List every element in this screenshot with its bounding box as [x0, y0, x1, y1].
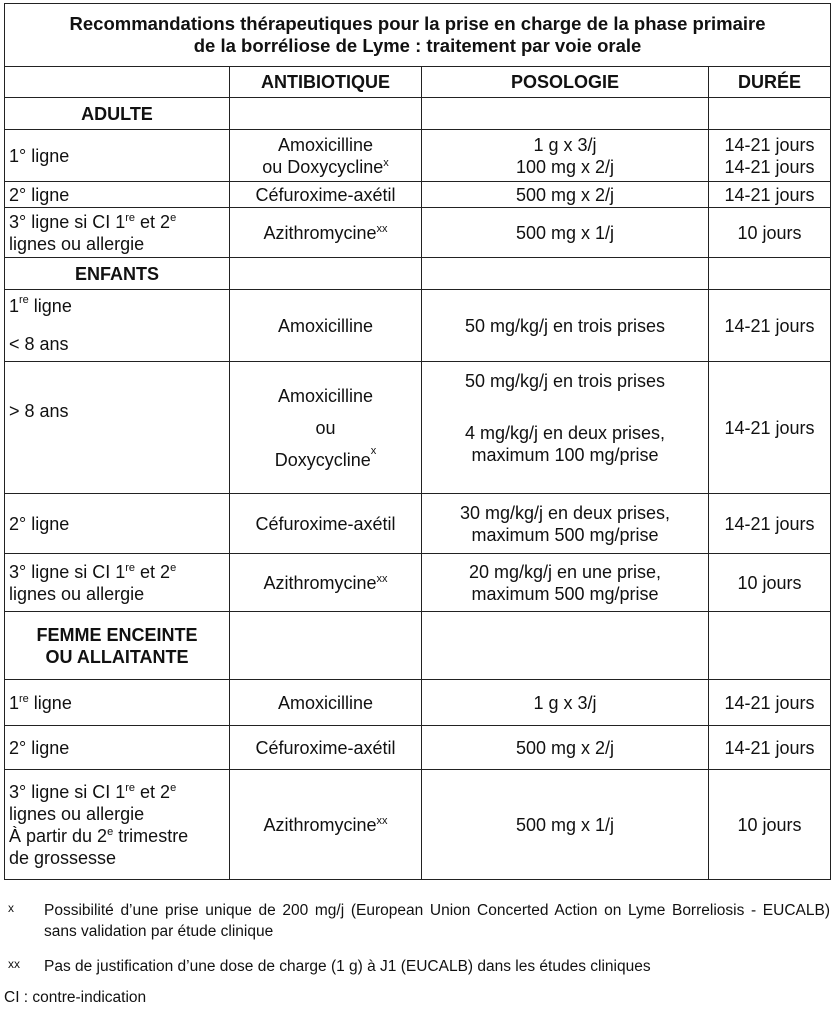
table-row — [5, 554, 831, 612]
dosage-cell — [422, 494, 709, 554]
table-row — [5, 182, 831, 208]
antibiotic-cell — [230, 208, 422, 258]
antibiotic-cell — [230, 554, 422, 612]
duration-cell: 10 jours — [709, 208, 831, 258]
antibiotic-name: Azithromycine — [263, 572, 377, 593]
dosage-cell: 50 mg/kg/j en trois prises — [422, 290, 709, 362]
row-label-part: 3° ligne si CI 1 — [9, 561, 126, 582]
title-row — [5, 4, 831, 67]
row-label-part: ligne — [28, 295, 72, 316]
footnote-mark: xx — [376, 814, 388, 827]
dosage-cell: 500 mg x 1/j — [422, 208, 709, 258]
antibiotic-cell: Céfuroxime-axétil — [230, 726, 422, 770]
antibiotic-cell: Amoxicilline — [230, 290, 422, 362]
superscript: re — [125, 781, 136, 794]
title-line-1: Recommandations thérapeutiques pour la prise en charge de la phase primaire — [69, 13, 766, 34]
dosage-text: 4 mg/kg/j en deux prises, — [464, 423, 666, 443]
title-line-2: de la borréliose de Lyme : traitement par voie orale — [193, 35, 642, 56]
antibiotic-name: Amoxicilline — [277, 134, 374, 155]
abbreviation-note: CI : contre-indication — [4, 989, 147, 1006]
section-row-pregnant — [5, 612, 831, 680]
row-label — [5, 290, 230, 362]
row-label-part: et 2 — [135, 781, 171, 802]
row-label-part: et 2 — [135, 211, 171, 232]
footnote-mark: x — [8, 901, 14, 915]
dosage-text: 1 g x 3/j — [533, 134, 597, 155]
duration-cell — [709, 130, 831, 182]
table-row — [5, 208, 831, 258]
table-row — [5, 290, 831, 362]
dosage-cell: 500 mg x 2/j — [422, 182, 709, 208]
footnote-mark: xx — [376, 572, 388, 585]
footnotes — [4, 900, 830, 1008]
section-line: FEMME ENCEINTE — [36, 624, 198, 645]
header-duree: DURÉE — [709, 67, 831, 98]
header-antibiotique: ANTIBIOTIQUE — [230, 67, 422, 98]
duration-cell: 14-21 jours — [709, 726, 831, 770]
section-line: OU ALLAITANTE — [45, 646, 189, 667]
duration-cell: 14-21 jours — [709, 362, 831, 494]
duration-cell: 14-21 jours — [709, 680, 831, 726]
dosage-cell: 500 mg x 1/j — [422, 770, 709, 880]
duration-cell: 10 jours — [709, 770, 831, 880]
duration-cell: 14-21 jours — [709, 494, 831, 554]
antibiotic-cell — [230, 362, 422, 494]
row-label-part: 3° ligne si CI 1 — [9, 211, 126, 232]
row-label: 2° ligne — [5, 494, 230, 554]
row-label-part: lignes ou allergie — [9, 583, 145, 604]
row-label-part: lignes ou allergie — [9, 803, 145, 824]
row-label — [5, 770, 230, 880]
dosage-cell — [422, 362, 709, 494]
section-children: ENFANTS — [5, 258, 230, 290]
dosage-text: 20 mg/kg/j en une prise, — [468, 561, 662, 582]
dosage-text: 100 mg x 2/j — [515, 156, 615, 177]
row-label-part: de grossesse — [9, 847, 117, 868]
superscript: e — [170, 211, 177, 224]
dosage-text: maximum 500 mg/prise — [471, 583, 659, 604]
antibiotic-cell: Amoxicilline — [230, 680, 422, 726]
footnote-mark: x — [383, 156, 389, 169]
table-row — [5, 130, 831, 182]
antibiotic-name: Azithromycine — [263, 222, 377, 243]
antibiotic-name: ou Doxycycline — [262, 156, 384, 177]
duration-cell: 14-21 jours — [709, 182, 831, 208]
section-row-adult — [5, 98, 831, 130]
superscript: re — [125, 211, 136, 224]
section-adult: ADULTE — [5, 98, 230, 130]
table-row — [5, 680, 831, 726]
dosage-text: 30 mg/kg/j en deux prises, — [459, 502, 671, 523]
duration-cell: 10 jours — [709, 554, 831, 612]
table-row — [5, 494, 831, 554]
dosage-text: maximum 500 mg/prise — [471, 524, 659, 545]
row-label-part: et 2 — [135, 561, 171, 582]
duration-text: 14-21 jours — [724, 134, 815, 155]
superscript: e — [107, 825, 114, 838]
row-label-part: 3° ligne si CI 1 — [9, 781, 126, 802]
row-label: 1° ligne — [5, 130, 230, 182]
antibiotic-cell — [230, 130, 422, 182]
row-label — [5, 680, 230, 726]
dosage-cell: 1 g x 3/j — [422, 680, 709, 726]
antibiotic-cell: Céfuroxime-axétil — [230, 494, 422, 554]
row-label-part: trimestre — [113, 825, 189, 846]
antibiotic-cell: Céfuroxime-axétil — [230, 182, 422, 208]
table-title — [5, 4, 831, 67]
dosage-cell: 500 mg x 2/j — [422, 726, 709, 770]
superscript: e — [170, 781, 177, 794]
section-pregnant — [5, 612, 230, 680]
table-row — [5, 362, 831, 494]
footnote-1 — [4, 900, 830, 942]
header-posologie: POSOLOGIE — [422, 67, 709, 98]
section-row-children — [5, 258, 831, 290]
row-sublabel: < 8 ans — [9, 333, 69, 354]
antibiotic-connector: ou — [315, 417, 336, 438]
duration-cell: 14-21 jours — [709, 290, 831, 362]
superscript: re — [125, 561, 136, 574]
antibiotic-cell — [230, 770, 422, 880]
antibiotic-name: Doxycycline — [274, 449, 371, 470]
dosage-cell — [422, 554, 709, 612]
row-label: 2° ligne — [5, 182, 230, 208]
row-label-part: 1 — [9, 295, 20, 316]
row-label-part: 1 — [9, 692, 20, 713]
antibiotic-name: Azithromycine — [263, 814, 377, 835]
footnote-text: Possibilité d’une prise unique de 200 mg/j (European Union Concerted Action on Lyme Borreliosis - EUCALB) sans validation par étude clinique — [44, 902, 830, 940]
row-label-part: À partir du 2 — [9, 825, 108, 846]
table-row — [5, 770, 831, 880]
row-label-part: lignes ou allergie — [9, 233, 145, 254]
footnote-text: Pas de justification d’une dose de charge (1 g) à J1 (EUCALB) dans les études cliniques — [44, 958, 651, 975]
footnote-2 — [4, 956, 830, 977]
footnote-mark: xx — [376, 222, 388, 235]
footnote-mark: x — [370, 444, 377, 457]
superscript: e — [170, 561, 177, 574]
dosage-cell — [422, 130, 709, 182]
antibiotic-name: Amoxicilline — [277, 385, 374, 406]
footnote-mark: xx — [8, 957, 20, 971]
row-label: 2° ligne — [5, 726, 230, 770]
table-row — [5, 726, 831, 770]
row-label: > 8 ans — [5, 362, 230, 494]
superscript: re — [19, 692, 29, 705]
row-label-part: ligne — [28, 692, 72, 713]
duration-text: 14-21 jours — [724, 156, 815, 177]
dosage-text: maximum 100 mg/prise — [471, 445, 659, 465]
treatment-table — [4, 3, 831, 880]
dosage-text: 50 mg/kg/j en trois prises — [464, 371, 666, 391]
row-label — [5, 208, 230, 258]
header-row — [5, 67, 831, 98]
superscript: re — [19, 293, 29, 306]
header-blank — [5, 67, 230, 98]
row-label — [5, 554, 230, 612]
